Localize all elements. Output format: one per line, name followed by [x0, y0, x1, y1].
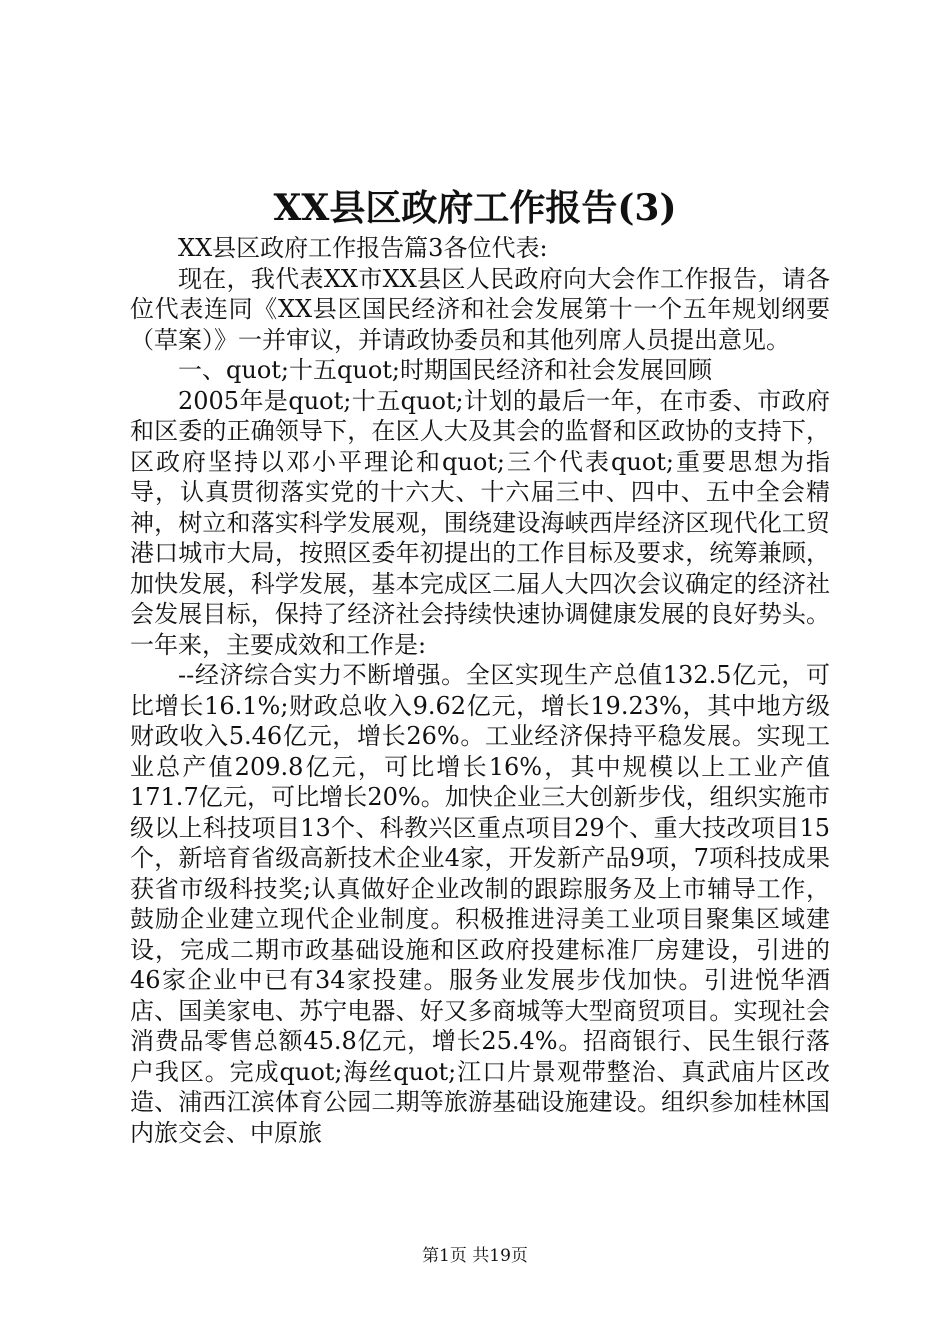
paragraph-intro: 现在，我代表XX市XX县区人民政府向大会作工作报告，请各位代表连同《XX县区国民经济和社会发展第十一个五年规划纲要（草案）》一并审议，并请政协委员和其他列席人员提出意见。 — [130, 264, 830, 354]
paragraph-greeting: XX县区政府工作报告篇3各位代表: — [178, 234, 548, 262]
paragraph-review: 2005年是quot;十五quot;计划的最后一年，在市委、市政府和区委的正确领导下，在区人大及其会的监督和区政协的支持下，区政府坚持以邓小平理论和quot;三个代表quot;重要思想为指导，认真贯彻落实党的十六大、十六届三中、四中、五中全会精神，树立和落实科学发展观，围绕建设海峡西岸经济区现代化工贸港口城市大局，按照区委年初提出的工作目标及要求，统筹兼顾，加快发展，科学发展，基本完成区二届人大四次会议确定的经济社会发展目标，保持了经济社会持续快速协调健康发展的良好势头。一年来，主要成效和工作是: — [130, 386, 830, 659]
page-number-footer: 第1页 共19页 — [422, 1246, 528, 1266]
paragraph-economy: --经济综合实力不断增强。全区实现生产总值132.5亿元，可比增长16.1%;财政总收入9.62亿元，增长19.23%，其中地方级财政收入5.46亿元，增长26%。工业经济保持平稳发展。实现工业总产值209.8亿元，可比增长16%，其中规模以上工业产值171.7亿元，可比增长20%。加快企业三大创新步伐，组织实施市级以上科技项目13个、科教兴区重点项目29个、重大技改项目15个，新培育省级高新技术企业4家，开发新产品9项，7项科技成果获省市级科技奖;认真做好企业改制的跟踪服务及上市辅导工作，鼓励企业建立现代企业制度。积极推进浔美工业项目聚集区域建设，完成二期市政基础设施和区政府投建标准厂房建设，引进的46家企业中已有34家投建。服务业发展步伐加快。引进悦华酒店、国美家电、苏宁电器、好又多商城等大型商贸项目。实现社会消费品零售总额45.8亿元，增长25.4%。招商银行、民生银行落户我区。完成quot;海丝quot;江口片景观带整治、真武庙片区改造、浦西江滨体育公园二期等旅游基础设施建设。组织参加桂林国内旅交会、中原旅 — [130, 661, 830, 1147]
document-body — [130, 233, 830, 1148]
section-heading: 一、quot;十五quot;时期国民经济和社会发展回顾 — [178, 356, 712, 384]
page-title: XX县区政府工作报告(3) — [273, 187, 677, 229]
